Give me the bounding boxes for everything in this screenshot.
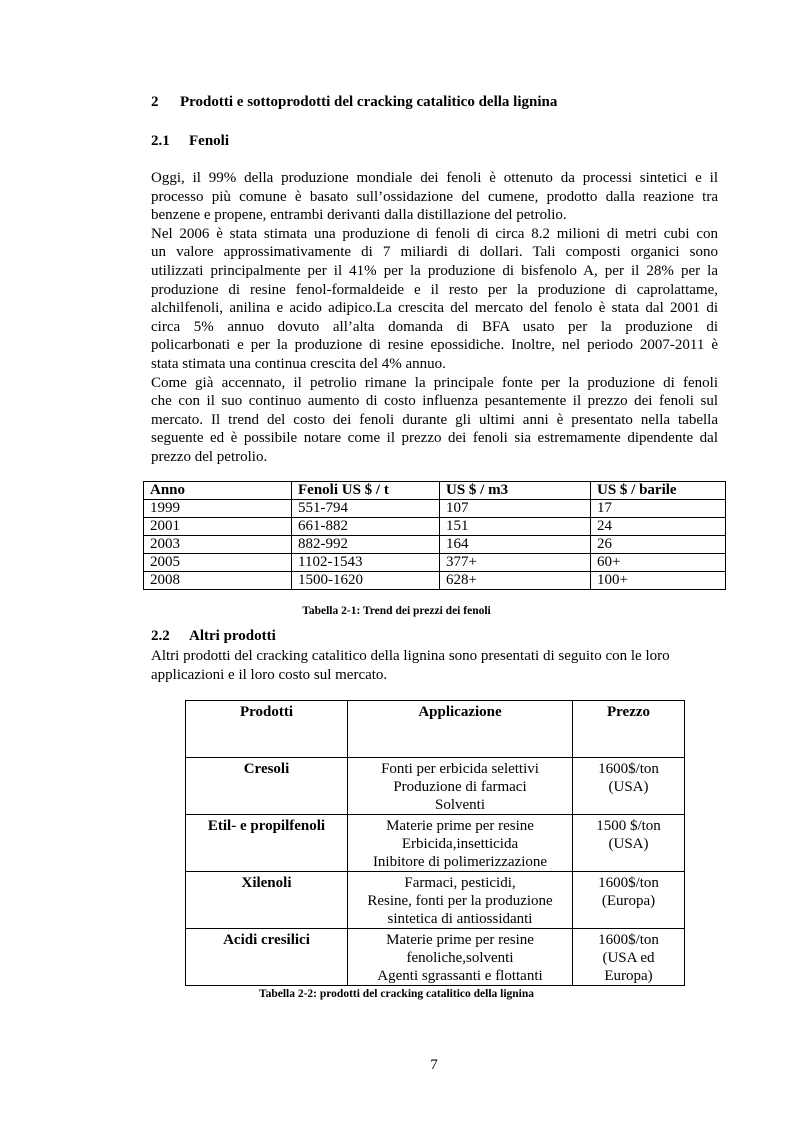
application-line: sintetica di antiossidanti — [387, 911, 533, 927]
price-line: (USA) — [608, 779, 649, 795]
application-line: Materie prime per resine — [386, 818, 534, 834]
subsection-number: 2.1 — [151, 133, 170, 149]
table-cell: 2001 — [144, 518, 292, 536]
table-cell: 2003 — [144, 536, 292, 554]
text-line: seguente ed è possibile notare come il prezzo dei fenoli sia estremamente dipendente dal — [151, 430, 718, 447]
paragraph-altri-prodotti — [151, 647, 718, 684]
products-table — [185, 700, 685, 986]
table-cell: 26 — [591, 536, 726, 554]
product-cell: Cresoli — [186, 758, 348, 815]
table-cell: 17 — [591, 500, 726, 518]
price-line: (Europa) — [601, 893, 656, 909]
column-header: Prezzo — [573, 701, 685, 758]
product-cell: Xilenoli — [186, 872, 348, 929]
column-header: Fenoli US $ / t — [292, 482, 440, 500]
text-line: un valore approssimativamente di 7 miliardi di dollari. Tali composti organici sono — [151, 244, 718, 261]
table-row — [144, 518, 726, 536]
text-line: Nel 2006 è stata stimata una produzione di fenoli di circa 8.2 milioni di metri cubi con — [151, 225, 718, 242]
application-cell — [348, 872, 573, 929]
table-row — [186, 929, 685, 986]
subsection-heading-altri-prodotti — [151, 628, 276, 645]
table-row — [144, 572, 726, 590]
text-line: che con il suo continuo aumento di costo influenza pesantemente il prezzo dei fenoli sul — [151, 393, 718, 410]
column-header: Anno — [144, 482, 292, 500]
table-cell: 882-992 — [292, 536, 440, 554]
price-line: 1600$/ton — [598, 761, 659, 777]
price-cell — [573, 815, 685, 872]
table-row — [186, 872, 685, 929]
table-cell: 24 — [591, 518, 726, 536]
subsection-heading-fenoli — [151, 133, 229, 150]
application-line: Produzione di farmaci — [393, 779, 527, 795]
text-line: produzione di resine fenol-formaldeide e il resto per la produzione di caprolattame, — [151, 281, 718, 298]
table-cell: 60+ — [591, 554, 726, 572]
table-header-row — [144, 482, 726, 500]
column-header: Applicazione — [348, 701, 573, 758]
application-line: Inibitore di polimerizzazione — [372, 854, 548, 870]
product-cell: Etil- e propilfenoli — [186, 815, 348, 872]
price-cell — [573, 929, 685, 986]
application-line: Materie prime per resine — [386, 932, 534, 948]
table-cell: 151 — [440, 518, 591, 536]
section-heading — [151, 94, 557, 111]
table-cell: 164 — [440, 536, 591, 554]
table-cell: 661-882 — [292, 518, 440, 536]
subsection-number: 2.2 — [151, 628, 170, 644]
text-line: Come già accennato, il petrolio rimane la principale fonte per la produzione di fenoli — [151, 374, 718, 391]
page-number: 7 — [430, 1057, 438, 1073]
price-line: (USA ed — [602, 950, 655, 966]
table-cell: 2005 — [144, 554, 292, 572]
text-line: utilizzati principalmente per il 41% per la produzione di bisfenolo A, per il 28% per la — [151, 262, 718, 279]
column-header: US $ / barile — [591, 482, 726, 500]
text-line: alchilfenoli, anilina e acido adipico.La crescita del mercato del fenolo è stata dal 2001 di — [151, 300, 718, 317]
column-header: Prodotti — [186, 701, 348, 758]
column-header: US $ / m3 — [440, 482, 591, 500]
table-cell: 2008 — [144, 572, 292, 590]
application-line: fenoliche,solventi — [406, 950, 514, 966]
text-line: applicazioni e il loro costo sul mercato. — [151, 666, 388, 683]
text-line: benzene e propene, entrambi derivanti dalla distillazione del petrolio. — [151, 207, 567, 224]
price-line: 1600$/ton — [598, 932, 659, 948]
table-cell: 1500-1620 — [292, 572, 440, 590]
application-line: Fonti per erbicida selettivi — [381, 761, 539, 777]
text-line: prezzo del petrolio. — [151, 448, 268, 465]
table-cell: 1102-1543 — [292, 554, 440, 572]
table-header-row — [186, 701, 685, 758]
price-line: (USA) — [608, 836, 649, 852]
table-row — [186, 815, 685, 872]
text-line: processo più comune è basato sull’ossidazione del cumene, prodotto dalla reazione tra — [151, 188, 718, 205]
subsection-title: Altri prodotti — [189, 628, 276, 644]
table-row — [144, 536, 726, 554]
application-cell — [348, 758, 573, 815]
section-title: Prodotti e sottoprodotti del cracking catalitico della lignina — [180, 94, 558, 110]
application-line: Resine, fonti per la produzione — [367, 893, 553, 909]
price-line: 1500 $/ton — [596, 818, 661, 834]
text-line: stata stimata una continua crescita del 4% annuo. — [151, 355, 446, 372]
table-cell: 107 — [440, 500, 591, 518]
price-line: 1600$/ton — [598, 875, 659, 891]
price-cell — [573, 872, 685, 929]
table-caption: Tabella 2-2: prodotti del cracking catalitico della lignina — [258, 988, 535, 1000]
table-caption: Tabella 2-1: Trend dei prezzi dei fenoli — [302, 605, 491, 617]
application-line: Solventi — [434, 797, 485, 813]
section-number: 2 — [151, 94, 159, 110]
application-cell — [348, 815, 573, 872]
product-cell: Acidi cresilici — [186, 929, 348, 986]
text-line: Altri prodotti del cracking catalitico della lignina sono presentati di seguito con le loro — [151, 648, 670, 664]
price-line: Europa) — [604, 968, 653, 984]
table-cell: 551-794 — [292, 500, 440, 518]
table-cell: 100+ — [591, 572, 726, 590]
application-line: Farmaci, pesticidi, — [404, 875, 516, 891]
application-line: Erbicida,insetticida — [401, 836, 519, 852]
table-row — [144, 500, 726, 518]
table-cell: 1999 — [144, 500, 292, 518]
table-cell: 628+ — [440, 572, 591, 590]
price-trend-table — [143, 481, 726, 590]
text-line: circa 5% annuo dovuto all’alta domanda di BFA usato per la produzione di — [151, 318, 718, 335]
table-row — [186, 758, 685, 815]
text-line: policarbonati e per la produzione di resine epossidiche. Inoltre, nel periodo 2007-2011 è — [151, 337, 718, 354]
application-line: Agenti sgrassanti e flottanti — [377, 968, 543, 984]
paragraph-fenoli — [151, 169, 718, 467]
text-line: Oggi, il 99% della produzione mondiale dei fenoli è ottenuto da processi sintetici e il — [151, 170, 718, 186]
table-row — [144, 554, 726, 572]
text-line: mercato. Il trend del costo dei fenoli durante gli ultimi anni è presentato nella tabella — [151, 411, 718, 428]
application-cell — [348, 929, 573, 986]
table-cell: 377+ — [440, 554, 591, 572]
price-cell — [573, 758, 685, 815]
subsection-title: Fenoli — [189, 133, 229, 149]
